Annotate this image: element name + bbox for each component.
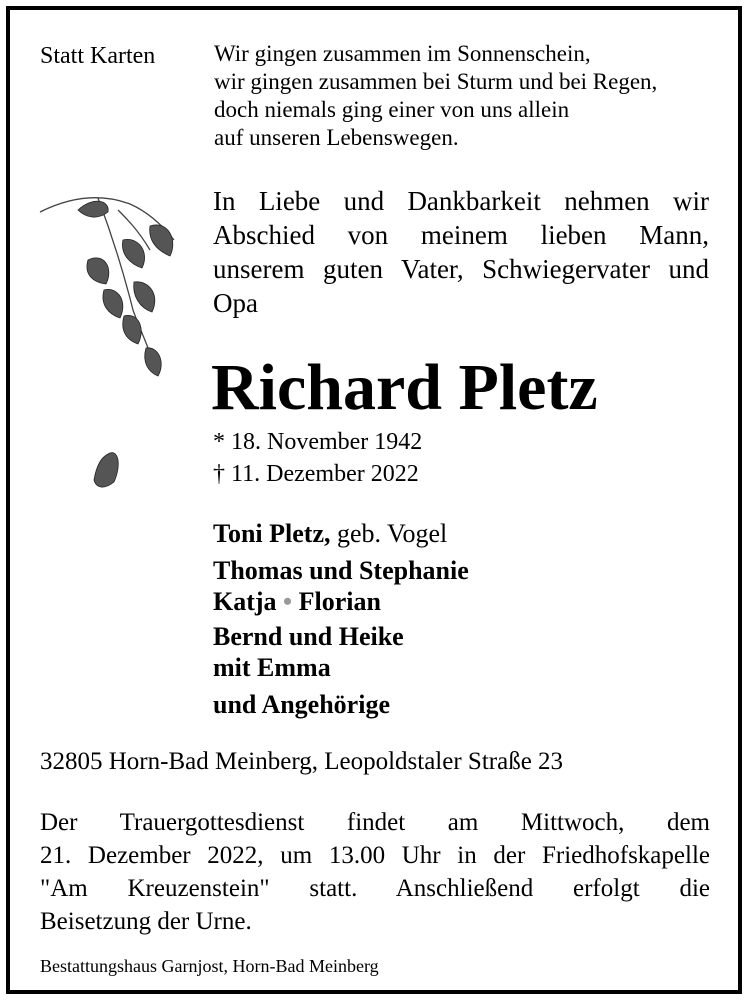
birch-branch-icon [38, 190, 183, 510]
family-name-katja: Katja [213, 587, 277, 616]
life-dates [213, 426, 422, 490]
family-line: Bernd und Heike [213, 622, 404, 651]
poem-line: doch niemals ging einer von uns allein [214, 97, 570, 122]
leaf-icon [94, 453, 118, 487]
intro-line: Abschied von meinem lieben Mann, [213, 220, 709, 250]
service-line: 21. Dezember 2022, um 13.00 Uhr in der Friedhofskapelle [40, 842, 710, 869]
family-name-florian: Florian [298, 587, 381, 616]
family-list [213, 518, 469, 720]
family-line: und Angehörige [213, 690, 390, 719]
leaf-icon [134, 282, 155, 312]
service-line: Beisetzung der Urne. [40, 908, 252, 935]
leaf-icon [87, 258, 109, 284]
service-text [40, 806, 710, 938]
poem [214, 40, 657, 152]
statt-karten-label: Statt Karten [40, 43, 156, 69]
service-line: "Am Kreuzenstein" statt. Anschließend erfolgt die [40, 875, 710, 902]
family-line: mit Emma [213, 653, 331, 682]
leaf-icon [145, 348, 161, 376]
deceased-name: Richard Pletz [211, 351, 598, 424]
death-date: † 11. Dezember 2022 [213, 461, 419, 487]
separator-dot: • [276, 587, 299, 616]
family-wife-name: Toni Pletz, [213, 519, 331, 548]
poem-line: wir gingen zusammen bei Sturm und bei Regen, [214, 69, 658, 94]
leaf-icon [123, 315, 141, 344]
leaf-icon [103, 289, 123, 318]
intro-line: Opa [213, 288, 258, 318]
leaf-icon [78, 201, 108, 217]
poem-line: Wir gingen zusammen im Sonnenschein, [214, 41, 591, 66]
undertaker: Bestattungshaus Garnjost, Horn-Bad Meinberg [40, 956, 379, 976]
service-line: Der Trauergottesdienst findet am Mittwoch, dem [40, 809, 710, 836]
leaf-icon [150, 225, 173, 256]
poem-line: auf unseren Lebenswegen. [214, 125, 459, 150]
intro-text [213, 184, 709, 320]
intro-line: In Liebe und Dankbarkeit nehmen wir [213, 186, 709, 216]
family-line: Thomas und Stephanie [213, 556, 469, 585]
leaf-icon [122, 239, 144, 268]
intro-line: unserem guten Vater, Schwiegervater und [213, 254, 709, 284]
family-wife-maiden: geb. Vogel [330, 519, 448, 548]
birth-date: * 18. November 1942 [213, 429, 423, 455]
address: 32805 Horn-Bad Meinberg, Leopoldstaler Straße 23 [40, 748, 564, 775]
